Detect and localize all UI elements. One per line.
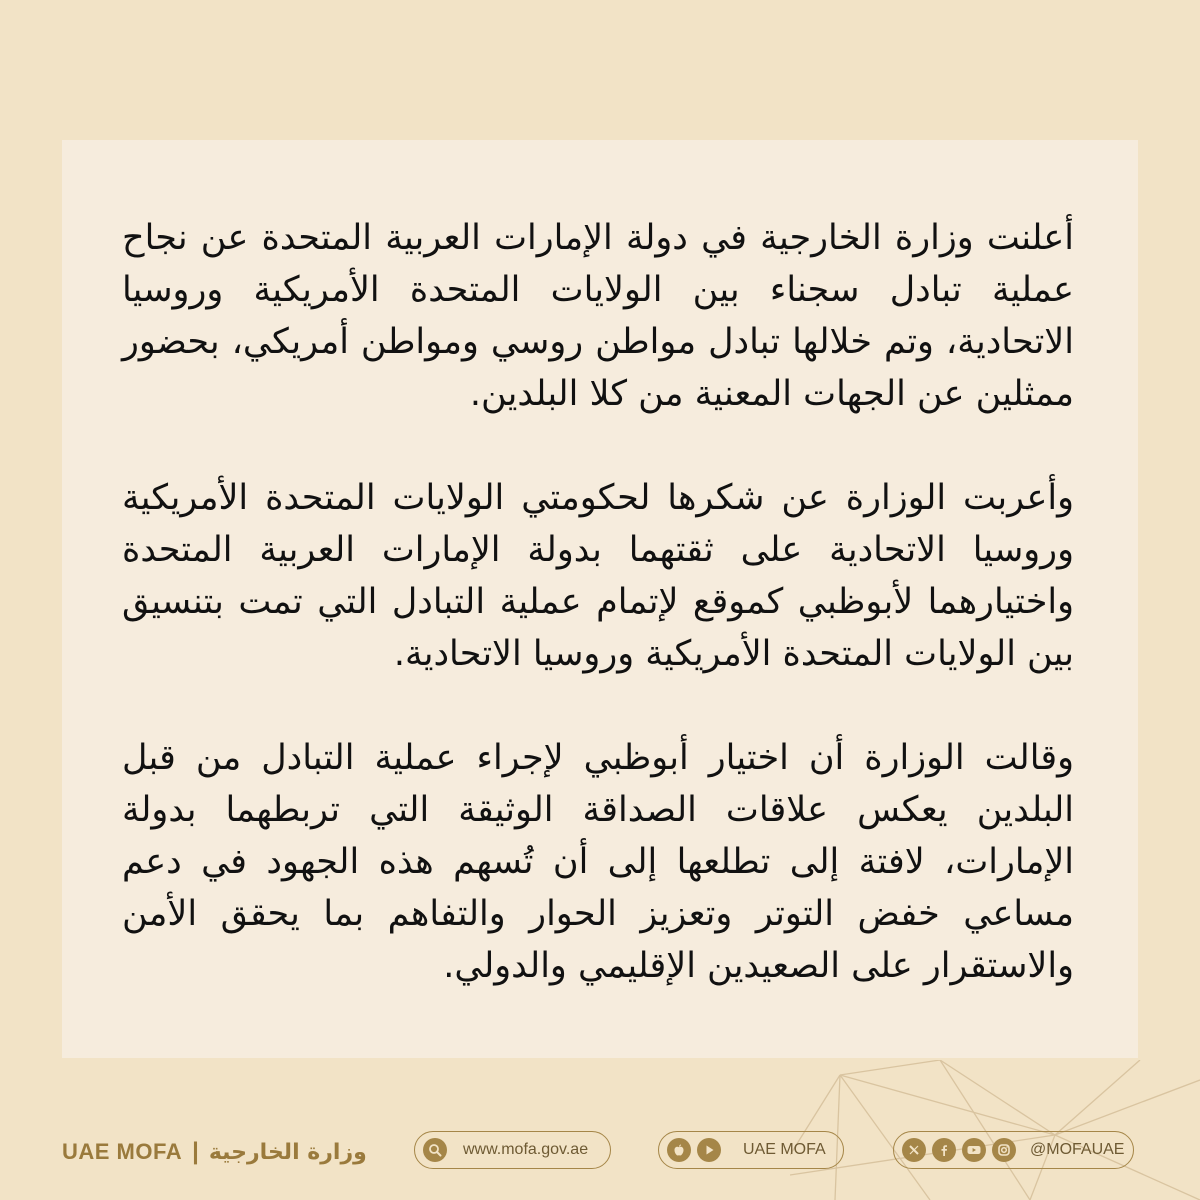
instagram-icon[interactable]: [992, 1138, 1016, 1162]
brand-arabic: وزارة الخارجية: [208, 1139, 367, 1165]
paragraph-1: أعلنت وزارة الخارجية في دولة الإمارات العربية المتحدة عن نجاح عملية تبادل سجناء بين الولايات المتحدة الأمريكية وروسيا الاتحادية، وتم خلالها تبادل مواطن روسي ومواطن أمريكي، بحضور ممثلين عن الجهات المعنية من كلا البلدين.: [122, 218, 1074, 414]
social-links[interactable]: [893, 1131, 1134, 1169]
apple-icon: [667, 1138, 691, 1162]
social-handle: @MOFAUAE: [1030, 1141, 1125, 1158]
facebook-icon[interactable]: [932, 1138, 956, 1162]
content-card: [62, 140, 1138, 1058]
website-url: www.mofa.gov.ae: [463, 1141, 589, 1158]
article-body: [122, 212, 1074, 992]
paragraph-3: وقالت الوزارة أن اختيار أبوظبي لإجراء عملية التبادل من قبل البلدين يعكس علاقات الصداقة الوثيقة التي تربطهما بدولة الإمارات، لافتة إلى تطلعها إلى أن تُسهم هذه الجهود في دعم مساعي خفض التوتر وتعزيز الحوار والتفاهم بما يحقق الأمن والاستقرار على الصعيدين الإقليمي والدولي.: [122, 738, 1074, 986]
google-play-icon: [697, 1138, 721, 1162]
brand-english: UAE MOFA: [62, 1139, 183, 1164]
brand-logo: [62, 1134, 367, 1170]
search-icon: [423, 1138, 447, 1162]
footer-bar: [0, 1124, 1200, 1180]
app-label: UAE MOFA: [743, 1141, 826, 1158]
x-icon[interactable]: [902, 1138, 926, 1162]
app-store-link[interactable]: [658, 1131, 844, 1169]
paragraph-2: وأعربت الوزارة عن شكرها لحكومتي الولايات المتحدة الأمريكية وروسيا الاتحادية على ثقتهما بدولة الإمارات العربية المتحدة واختيارهما لأبوظبي كموقع لإتمام عملية التبادل التي تمت بتنسيق بين الولايات المتحدة الأمريكية وروسيا الاتحادية.: [122, 478, 1074, 674]
youtube-icon[interactable]: [962, 1138, 986, 1162]
brand-separator: |: [192, 1138, 199, 1165]
website-link[interactable]: [414, 1131, 611, 1169]
